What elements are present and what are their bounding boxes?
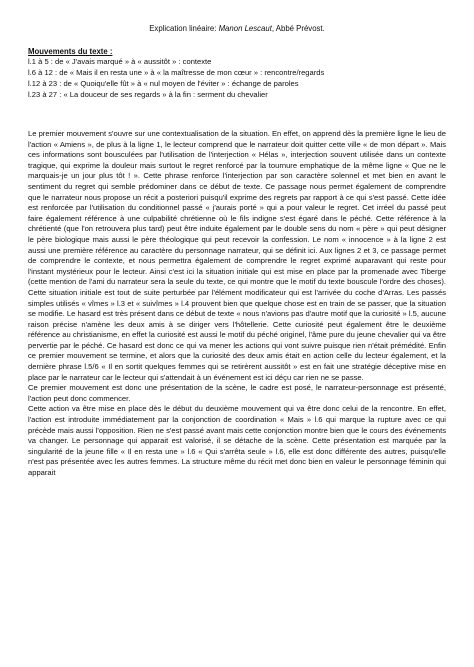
movements-list [28,57,448,101]
document-title [0,24,474,34]
analysis-body [28,129,446,479]
movement-item: l.23 à 27 : « La douceur de ses regards » à la fin : serment du chevalier [28,90,268,100]
paragraph-second-movement: Cette action va être mise en place dès le début du deuxième mouvement qui va être donc celui de la rencontre. En effet, l'action est introduite immédiatement par la conjonction de coordination « Mais » l.6 qui marque la rupture avec ce qui précède mais aussi l'opposition. Rien ne s'est passé avant mais cette conjonction montre bien que le cours des événements va changer. Le personnage qui apparait est valorisé, il se détache de la scène. Cette présentation est marquée par la singularité de la jeune fille « Il en resta une » l.6 « Qui s'arrêta seule » l.6, elle est donc différente des autres, puisqu'elle n'est pas présentée avec les autres femmes. La structure même du récit met donc bien en valeur le personnage féminin qui apparait [28,404,446,477]
paragraph-first-movement: Le premier mouvement s'ouvre sur une contextualisation de la situation. En effet, on apprend dès la première ligne le lieu de l'action « Amiens », de plus à la ligne 1, le lecteur comprend que le narrateur doit quitter cette ville « de mon départ ». Mais ces informations sont bousculées par l'utilisation de l'interjection « Hélas », interjection souvent utilisée dans un contexte tragique, qui exprime la douleur mais surtout le regret renforcé par la tournure emphatique de la même ligne « Que ne le marquais-je un jour plus tôt ! ». Cette phrase renforce l'interjection par son caractère solennel et met bien en avant le sentiment du regret qui semble prédominer dans ce début de texte. Ce passage nous permet également de comprendre que le narrateur nous propose un récit a posteriori puisqu'il exprime des regrets par rapport à ce qui s'est passé. Cette idée est renforcée par l'utilisation du conditionnel passé « j'aurais porté » qui a pour valeur le regret. Cet irréel du passé peut faire également référence à une culpabilité chrétienne où le fils indigne s'est égaré dans le péché. Cette référence à la chrétienté (que l'on retrouvera plus tard) peut être induite également par le double sens du nom « père » qui peut désigner le père biologique mais aussi le père théologique qui peut recevoir la confession. Le nom « innocence » à la ligne 2 est aussi une première référence au caractère du personnage narrateur, qui se définit ici. Aux lignes 2 et 3, ce passage permet de comprendre le contexte, et nous permettra également de comprendre le regret exprimé auparavant qui reste pour l'instant mystérieux pour le lecteur. Ainsi c'est ici la situation initiale qui est mise en place par la promenade avec Tiberge (cette mention de l'ami du narrateur sera la seule du texte, ce qui montre que le motif du texte bouscule l'ordre des choses). Cette situation initiale est tout de suite perturbée par l'élément modificateur qui est l'arrivée du coche d'Arras. Les passés simples utilisés « vîmes » l.3 et « suivîmes » l.4 prouvent bien que quelque chose est en train de se passer, que la situation se modifie. Le hasard est très présent dans ce début de texte « nous n'avions pas d'autre motif que la curiosité » l.5, aucune raison précise n'amène les deux amis à se diriger vers l'hôtellerie. Cette curiosité peut également être le deuxième référence au christianisme, en effet la curiosité est aussi le motif du péché originel, l'âme pure du jeune chevalier qui va être pervertie par le péché. Ce hasard est donc ce qui va mener les actions qui vont suivre puisque rien n'était prémédité. Enfin ce premier mouvement se termine, et alors que la curiosité des deux amis était en action celle du lecteur également, et la dernière phrase l.5/6 « Il en sortit quelques femmes qui se retirèrent aussitôt » est en fait une stratégie déceptive mise en place par le narrateur car le lecteur qui s'attendait à un événement est ici déçu car rien ne se passe. [28,129,446,382]
title-work: Manon Lescaut [218,24,272,33]
title-prefix: Explication linéaire: [149,24,219,33]
movement-item: l.6 à 12 : de « Mais il en resta une » à « la maîtresse de mon cœur » : rencontre/regards [28,68,325,78]
movement-item: l.1 à 5 : de « J'avais marqué » à « aussitôt » : contexte [28,57,212,66]
movements-heading: Mouvements du texte : [28,47,113,56]
paragraph-summary: Ce premier mouvement est donc une présentation de la scène, le cadre est posé, le narrateur-personnage est présenté, l'action peut donc commencer. [28,383,446,403]
movement-item: l.12 à 23 : de « Quoiqu'elle fût » à « nul moyen de l'éviter » : échange de paroles [28,79,299,89]
title-suffix: , Abbé Prévost. [271,24,325,33]
